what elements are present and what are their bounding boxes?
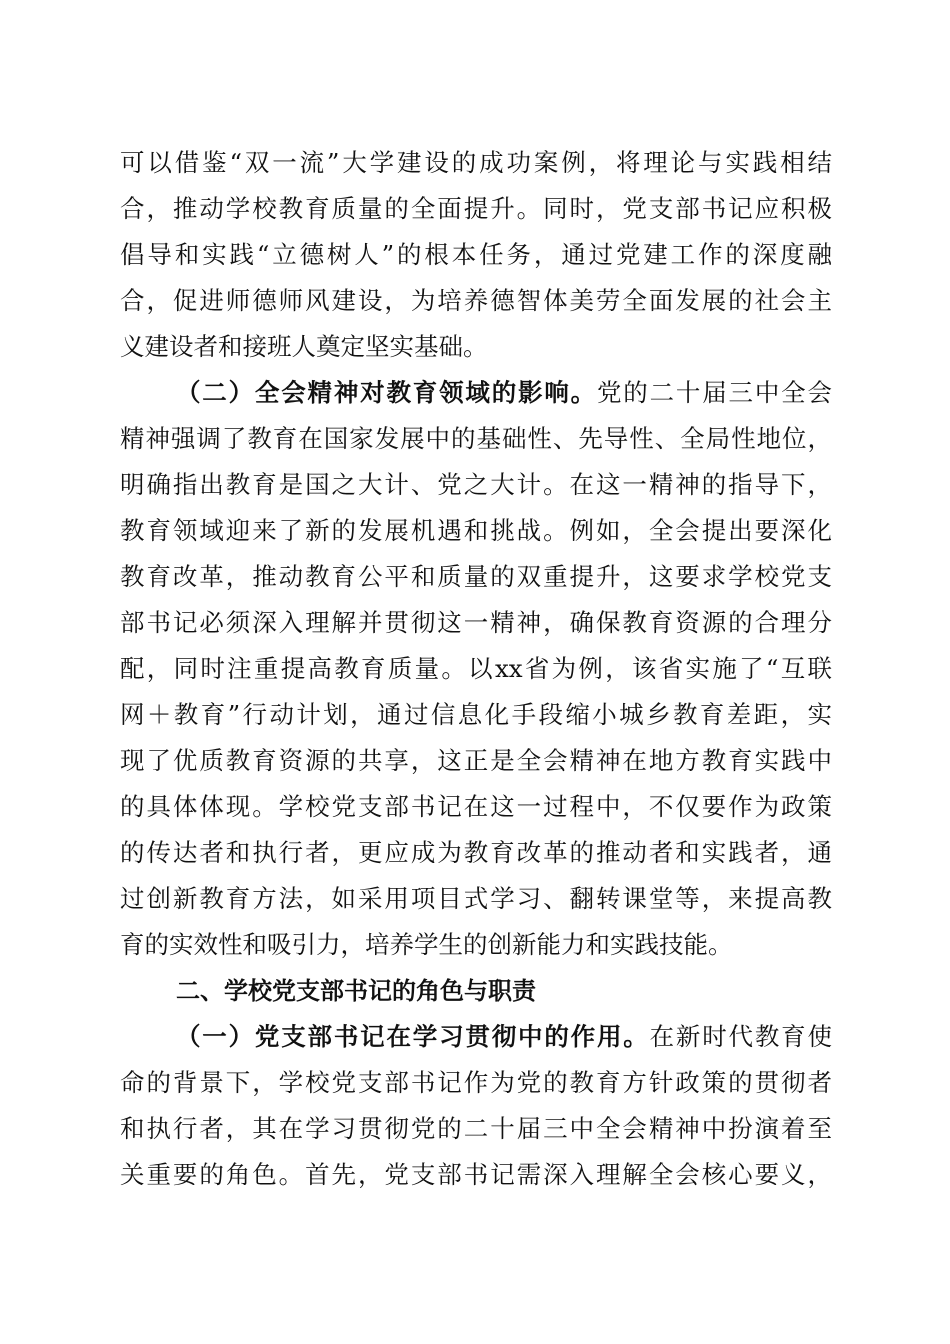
section-heading: 二、学校党支部书记的角色与职责 [176, 977, 536, 1005]
paragraph-2-first-line [176, 373, 832, 413]
paragraph-2-line-6: 配，同时注重提高教育质量。以xx省为例，该省实施了“互联 [120, 654, 832, 683]
paragraph-1-line-5: 义建设者和接班人奠定坚实基础。 [120, 332, 488, 361]
paragraph-2-line-9: 的具体体现。学校党支部书记在这一过程中，不仅要作为政策 [120, 792, 832, 821]
paragraph-2-subheading: （二）全会精神对教育领域的影响。 [176, 378, 597, 407]
paragraph-1-line-4: 合，促进师德师风建设，为培养德智体美劳全面发展的社会主 [120, 286, 832, 315]
paragraph-1-line-2: 合，推动学校教育质量的全面提升。同时，党支部书记应积极 [120, 194, 832, 223]
paragraph-2-line-5: 部书记必须深入理解并贯彻这一精神，确保教育资源的合理分 [120, 608, 832, 637]
paragraph-2-first-line-text: 党的二十届三中全会 [597, 378, 832, 407]
paragraph-2-line-4: 教育改革，推动教育公平和质量的双重提升，这要求学校党支 [120, 562, 832, 591]
paragraph-3-line-3: 关重要的角色。首先，党支部书记需深入理解全会核心要义， [120, 1160, 832, 1189]
paragraph-3-line-2: 和执行者，其在学习贯彻党的二十届三中全会精神中扮演着至 [120, 1114, 832, 1143]
paragraph-2-line-3: 教育领域迎来了新的发展机遇和挑战。例如，全会提出要深化 [120, 516, 832, 545]
paragraph-2-line-11: 过创新教育方法，如采用项目式学习、翻转课堂等，来提高教 [120, 884, 832, 913]
paragraph-2-line-1: 精神强调了教育在国家发展中的基础性、先导性、全局性地位， [120, 424, 832, 453]
paragraph-1-line-1: 可以借鉴“双一流”大学建设的成功案例，将理论与实践相结 [120, 148, 832, 177]
paragraph-2-line-12: 育的实效性和吸引力，培养学生的创新能力和实践技能。 [120, 930, 733, 959]
paragraph-2-line-8: 现了优质教育资源的共享，这正是全会精神在地方教育实践中 [120, 746, 832, 775]
paragraph-3-first-line [176, 1017, 832, 1057]
paragraph-2-line-10: 的传达者和执行者，更应成为教育改革的推动者和实践者，通 [120, 838, 832, 867]
paragraph-3-subheading: （一）党支部书记在学习贯彻中的作用。 [176, 1022, 650, 1051]
paragraph-3-line-1: 命的背景下，学校党支部书记作为党的教育方针政策的贯彻者 [120, 1068, 832, 1097]
paragraph-3-first-line-text: 在新时代教育使 [649, 1022, 832, 1051]
paragraph-2-line-2: 明确指出教育是国之大计、党之大计。在这一精神的指导下， [120, 470, 832, 499]
paragraph-2-line-7: 网＋教育”行动计划，通过信息化手段缩小城乡教育差距，实 [120, 700, 832, 729]
paragraph-1-line-3: 倡导和实践“立德树人”的根本任务，通过党建工作的深度融 [120, 240, 832, 269]
